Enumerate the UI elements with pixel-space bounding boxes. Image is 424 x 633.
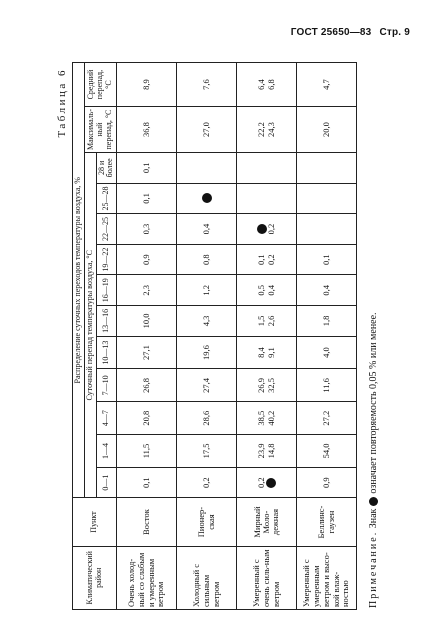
header-max: Максималь-ный перепад, °C bbox=[84, 107, 116, 153]
cell-value: 0,2 bbox=[265, 254, 276, 265]
cell-value: 19,6 bbox=[201, 345, 212, 361]
cell-dot bbox=[202, 186, 212, 212]
cell-value: 26,9 bbox=[256, 377, 267, 393]
cell-value: 4,0 bbox=[321, 347, 332, 358]
mean-cell bbox=[117, 63, 177, 107]
region-cell: Умеренный с очень силь-ным ветром bbox=[237, 546, 297, 609]
percent-cell bbox=[237, 435, 297, 468]
percent-cell bbox=[297, 244, 357, 275]
cell-value: 20,8 bbox=[141, 410, 152, 426]
header-range: 10—13 bbox=[96, 336, 117, 369]
percent-cell bbox=[177, 214, 237, 245]
header-sub-title: Суточный перепад температуры воздуха, °C bbox=[84, 153, 96, 498]
percent-cell bbox=[177, 435, 237, 468]
percent-cell bbox=[237, 183, 297, 214]
percent-cell bbox=[237, 369, 297, 402]
cell-value: 11,6 bbox=[321, 378, 332, 393]
cell-value: 54,0 bbox=[321, 443, 332, 459]
percent-cell bbox=[297, 336, 357, 369]
table-row bbox=[117, 63, 177, 610]
max-cell bbox=[237, 107, 297, 153]
header-range: 16—19 bbox=[96, 275, 117, 306]
percent-cell bbox=[117, 306, 177, 337]
table-row bbox=[177, 63, 237, 610]
footnote-label: Примечание. bbox=[368, 530, 379, 608]
filled-dot-icon bbox=[266, 478, 276, 488]
header-range: 22—25 bbox=[96, 214, 117, 245]
rotated-table-page bbox=[54, 60, 396, 610]
percent-cell bbox=[117, 153, 177, 184]
percent-cell bbox=[297, 153, 357, 184]
percent-cell bbox=[117, 435, 177, 468]
percent-cell bbox=[117, 369, 177, 402]
percent-cell bbox=[297, 275, 357, 306]
percent-cell bbox=[177, 467, 237, 498]
mean-cell bbox=[237, 63, 297, 107]
percent-cell bbox=[117, 275, 177, 306]
percent-cell bbox=[117, 214, 177, 245]
cell-value: 0,2 bbox=[255, 477, 266, 488]
percent-cell bbox=[237, 244, 297, 275]
percent-cell bbox=[297, 369, 357, 402]
cell-value: 8,4 bbox=[256, 347, 267, 358]
region-cell: Холодный с сильным ветром bbox=[177, 546, 237, 609]
percent-cell bbox=[237, 275, 297, 306]
cell-value: 8,9 bbox=[141, 79, 152, 90]
header-range: 13—16 bbox=[96, 306, 117, 337]
header-group-title: Распределение суточных переходов температуры воздуха, % bbox=[73, 63, 85, 498]
header-range: 7—10 bbox=[96, 369, 117, 402]
cell-value: 0,5 bbox=[256, 284, 267, 296]
header-range: 1—4 bbox=[96, 435, 117, 468]
cell-value: 0,4 bbox=[321, 284, 332, 296]
percent-cell bbox=[177, 306, 237, 337]
cell-value: 24,3 bbox=[265, 122, 276, 137]
header-mean: Средний перепад, °C bbox=[84, 63, 116, 107]
header-place: Пункт bbox=[73, 498, 117, 546]
percent-cell bbox=[237, 402, 297, 435]
cell-value: 2,6 bbox=[265, 315, 276, 327]
climate-table bbox=[72, 62, 357, 610]
cell-value: 0,3 bbox=[141, 223, 152, 235]
percent-cell bbox=[177, 336, 237, 369]
percent-cell bbox=[117, 336, 177, 369]
cell-value: 7,6 bbox=[201, 79, 212, 90]
cell-value: 0,2 bbox=[266, 223, 277, 235]
cell-value: 1,5 bbox=[256, 315, 267, 327]
table-row bbox=[237, 63, 297, 610]
page-header bbox=[0, 27, 410, 38]
percent-cell bbox=[177, 153, 237, 184]
cell-value: 1,2 bbox=[201, 284, 212, 296]
place-cell: Пионер-ская bbox=[177, 498, 237, 546]
percent-cell bbox=[177, 275, 237, 306]
page-number: Стр. 9 bbox=[379, 27, 410, 38]
header-range: 4—7 bbox=[96, 402, 117, 435]
cell-dot bbox=[266, 470, 276, 496]
cell-value: 36,8 bbox=[141, 122, 152, 137]
cell-value: 6,8 bbox=[265, 79, 276, 90]
percent-cell bbox=[297, 402, 357, 435]
cell-value: 14,8 bbox=[265, 443, 276, 459]
cell-value: 4,7 bbox=[321, 79, 332, 90]
percent-cell bbox=[297, 183, 357, 214]
place-cell: Мирный Моло-дежная bbox=[237, 498, 297, 546]
cell-value: 22,2 bbox=[256, 122, 267, 137]
percent-cell bbox=[297, 467, 357, 498]
percent-cell bbox=[177, 244, 237, 275]
percent-cell bbox=[297, 435, 357, 468]
percent-cell bbox=[237, 214, 297, 245]
cell-value: 27,4 bbox=[201, 377, 212, 393]
cell-value: 27,1 bbox=[141, 345, 152, 361]
cell-value: 0,4 bbox=[265, 284, 276, 296]
footnote-text-after: означает повторяемость 0,05 % или менее. bbox=[368, 312, 379, 494]
percent-cell bbox=[177, 369, 237, 402]
header-region: Климатический район bbox=[73, 546, 117, 609]
place-cell: Восток bbox=[117, 498, 177, 546]
percent-cell bbox=[117, 467, 177, 498]
region-cell: Очень холод-ный со слабым и умеренным ветром bbox=[117, 546, 177, 609]
percent-cell bbox=[117, 183, 177, 214]
cell-value: 32,5 bbox=[265, 377, 276, 393]
mean-cell bbox=[297, 63, 357, 107]
percent-cell bbox=[177, 183, 237, 214]
cell-value: 20,0 bbox=[321, 122, 332, 137]
cell-value: 17,5 bbox=[201, 443, 212, 459]
footnote-text-before: Знак bbox=[368, 508, 379, 529]
cell-value: 9,1 bbox=[265, 347, 276, 358]
filled-dot-icon bbox=[369, 497, 378, 506]
percent-cell bbox=[297, 306, 357, 337]
cell-value: 0,9 bbox=[321, 477, 332, 488]
cell-value: 28,6 bbox=[201, 410, 212, 426]
cell-value: 0,9 bbox=[141, 254, 152, 265]
header-range: 0—1 bbox=[96, 467, 117, 498]
percent-cell bbox=[237, 467, 297, 498]
footnote bbox=[368, 68, 379, 608]
mean-cell bbox=[177, 63, 237, 107]
cell-value: 11,5 bbox=[141, 443, 152, 459]
cell-value: 0,1 bbox=[256, 254, 267, 265]
percent-cell bbox=[237, 306, 297, 337]
header-range: 28 и более bbox=[96, 153, 117, 184]
cell-value: 0,1 bbox=[141, 162, 152, 174]
max-cell bbox=[117, 107, 177, 153]
filled-dot-icon bbox=[202, 193, 212, 203]
percent-cell bbox=[297, 214, 357, 245]
percent-cell bbox=[237, 336, 297, 369]
cell-value: 6,4 bbox=[256, 79, 267, 90]
cell-value: 4,3 bbox=[201, 315, 212, 327]
percent-cell bbox=[177, 402, 237, 435]
cell-value: 0,1 bbox=[141, 193, 152, 204]
cell-value: 23,9 bbox=[256, 443, 267, 459]
percent-cell bbox=[117, 244, 177, 275]
cell-value: 0,4 bbox=[201, 223, 212, 235]
cell-value: 38,5 bbox=[256, 410, 267, 426]
header-range: 19—22 bbox=[96, 244, 117, 275]
region-cell: Умеренный с умеренным ветром и высо-кой влаж-ностью bbox=[297, 546, 357, 609]
header-range: 25—28 bbox=[96, 183, 117, 214]
percent-cell bbox=[237, 153, 297, 184]
standard-number: ГОСТ 25650—83 bbox=[290, 27, 372, 38]
place-cell: Беллинс-гаузен bbox=[297, 498, 357, 546]
table-label: Таблица 6 bbox=[56, 68, 68, 138]
percent-cell bbox=[117, 402, 177, 435]
cell-value: 40,2 bbox=[265, 410, 276, 426]
cell-value: 2,3 bbox=[141, 284, 152, 296]
max-cell bbox=[297, 107, 357, 153]
cell-value: 10,0 bbox=[141, 313, 152, 329]
cell-value: 0,8 bbox=[201, 254, 212, 265]
cell-value: 27,0 bbox=[201, 122, 212, 137]
cell-value: 0,2 bbox=[201, 477, 212, 488]
table-row bbox=[297, 63, 357, 610]
max-cell bbox=[177, 107, 237, 153]
cell-value: 27,2 bbox=[321, 410, 332, 426]
cell-value: 1,8 bbox=[321, 315, 332, 327]
cell-value: 0,1 bbox=[321, 254, 332, 265]
cell-value: 26,8 bbox=[141, 377, 152, 393]
cell-value: 0,1 bbox=[141, 477, 152, 488]
